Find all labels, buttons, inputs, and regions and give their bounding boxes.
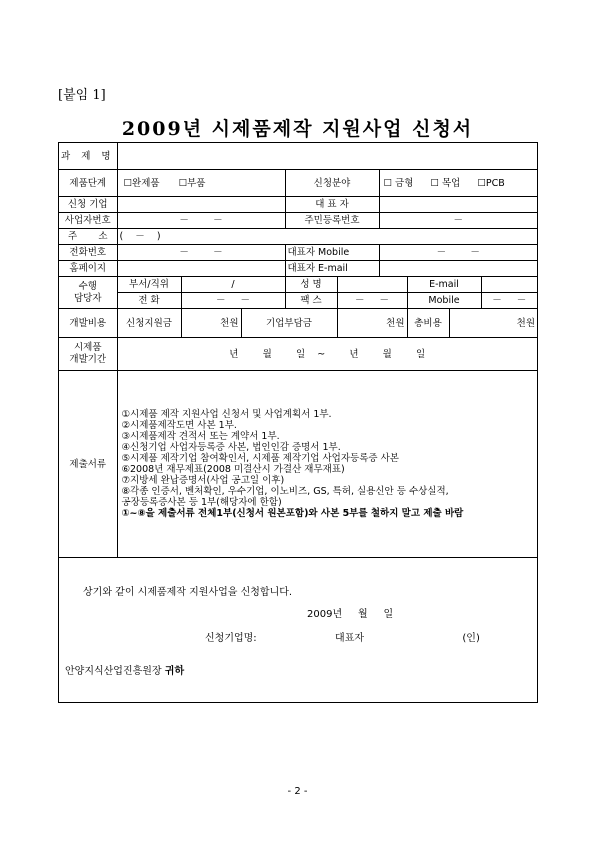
stage-option-part[interactable]: ☐부품 [178, 177, 206, 189]
company-label: 신청 기업 [59, 197, 117, 213]
phone-label: 전화번호 [59, 245, 117, 261]
row-manager-2 [59, 293, 537, 309]
row-phone [59, 245, 537, 261]
biz-no-field[interactable]: － － [117, 213, 285, 229]
recipient-suffix: 귀하 [164, 666, 185, 677]
docs-note: ①~⑧을 제출서류 전체1부(신청서 원본포함)와 사본 5부를 철하지 말고 제출 바람 [121, 508, 464, 519]
period-label [59, 338, 117, 371]
attachment-label: [붙임 1] [58, 88, 106, 103]
tel-field[interactable]: － － [181, 293, 285, 309]
company-cost-label: 기업부담금 [241, 309, 337, 338]
total-field[interactable] [449, 309, 537, 338]
form-table [59, 143, 537, 558]
name-field[interactable] [337, 277, 407, 293]
docs-item: ①시제품 제작 지원사업 신청서 및 사업계획서 1부. [121, 409, 332, 420]
support-unit: 천원 [220, 317, 239, 329]
docs-item: ⑥2008년 재무제표(2008 미결산시 가결산 재무재표) [121, 464, 345, 475]
field-options [379, 170, 537, 197]
cost-label: 개발비용 [59, 309, 117, 338]
application-form [58, 142, 538, 703]
total-label: 총비용 [407, 309, 449, 338]
manager-label [59, 277, 117, 309]
address-label: 주 소 [59, 229, 117, 245]
row-period [59, 338, 537, 371]
docs-item: ⑧각종 인증서, 벤처확인, 우수기업, 이노비즈, GS, 특허, 실용신안 등 수상실적, [121, 486, 449, 497]
product-stage-options [117, 170, 285, 197]
stage-option-complete[interactable]: ☐완제품 [123, 177, 160, 189]
field-option-mockup[interactable]: ☐ 목업 [430, 177, 461, 189]
row-project-name [59, 143, 537, 170]
tel-label: 전 화 [117, 293, 181, 309]
email-field[interactable] [481, 277, 537, 293]
manager-label-line1: 수행 [78, 280, 97, 292]
biz-no-label: 사업자번호 [59, 213, 117, 229]
docs-item: ③시제품제작 견적서 또는 계약서 1부. [121, 431, 280, 442]
docs-item: ⑤시제품 제작기업 참여확인서, 시제품 제작기업 사업자등록증 사본 [121, 453, 399, 464]
docs-list [117, 371, 537, 558]
total-unit: 천원 [516, 317, 535, 329]
application-date[interactable]: 2009년 월 일 [307, 609, 394, 620]
docs-item: 공장등록증사본 등 1부(해당자에 한함) [121, 497, 282, 508]
field-option-mold[interactable]: ☐ 금형 [383, 177, 414, 189]
email-label: E-mail [407, 277, 481, 293]
row-documents [59, 371, 537, 558]
period-label-line2: 개발기간 [69, 354, 107, 365]
homepage-field[interactable] [117, 261, 285, 277]
docs-item: ④신청기업 사업자등록증 사본, 법인인감 증명서 1부. [121, 442, 341, 453]
mobile-label: Mobile [407, 293, 481, 309]
project-name-label: 과 제 명 [59, 143, 117, 170]
page-number: - 2 - [287, 786, 308, 797]
period-field[interactable]: 년 월 일 ~ 년 월 일 [117, 338, 537, 371]
ceo-email-field[interactable] [379, 261, 537, 277]
company-cost-field[interactable] [337, 309, 407, 338]
product-stage-label: 제품단계 [59, 170, 117, 197]
row-manager-1 [59, 277, 537, 293]
row-product-stage [59, 170, 537, 197]
support-label: 신청지원금 [117, 309, 181, 338]
name-label: 성 명 [285, 277, 337, 293]
fax-field[interactable]: － － [337, 293, 407, 309]
row-address [59, 229, 537, 245]
row-cost [59, 309, 537, 338]
applicant-label: 신청기업명: [205, 633, 257, 644]
mobile-field[interactable]: － － [481, 293, 537, 309]
applicant-row [205, 629, 480, 644]
period-label-line1: 시제품 [73, 342, 102, 353]
row-biz-no [59, 213, 537, 229]
dept-field[interactable]: / [181, 277, 285, 293]
docs-label: 제출서류 [59, 371, 117, 558]
recipient [65, 662, 184, 677]
resident-no-label: 주민등록번호 [285, 213, 379, 229]
docs-item: ⑦지방세 완납증명서(사업 공고일 이후) [121, 475, 285, 486]
support-field[interactable] [181, 309, 241, 338]
ceo-mobile-field[interactable]: － － [379, 245, 537, 261]
ceo-email-label: 대표자 E-mail [285, 261, 379, 277]
homepage-label: 홈페이지 [59, 261, 117, 277]
field-option-pcb[interactable]: ☐PCB [477, 177, 505, 189]
declaration-text: 상기와 같이 시제품제작 지원사업을 신청합니다. [83, 587, 293, 598]
rep-label: 대표자 [335, 633, 365, 644]
fax-label: 팩 스 [285, 293, 337, 309]
recipient-name: 안양지식산업진흥원장 [65, 666, 162, 677]
row-company [59, 197, 537, 213]
phone-field[interactable]: － － [117, 245, 285, 261]
address-field[interactable]: ( － ) [117, 229, 537, 245]
project-name-field[interactable] [117, 143, 537, 170]
ceo-mobile-label: 대표자 Mobile [285, 245, 379, 261]
field-label: 신청분야 [285, 170, 379, 197]
seal-label: (인) [462, 633, 480, 644]
company-cost-unit: 천원 [386, 317, 405, 329]
ceo-field[interactable] [379, 197, 537, 213]
dept-label: 부서/직위 [117, 277, 181, 293]
company-field[interactable] [117, 197, 285, 213]
manager-label-line2: 담당자 [73, 292, 102, 304]
row-homepage [59, 261, 537, 277]
ceo-label: 대 표 자 [285, 197, 379, 213]
page-title: 2009년 시제품제작 지원사업 신청서 [121, 118, 474, 140]
docs-item: ②시제품제작도면 사본 1부. [121, 420, 237, 431]
resident-no-field[interactable]: － [379, 213, 537, 229]
